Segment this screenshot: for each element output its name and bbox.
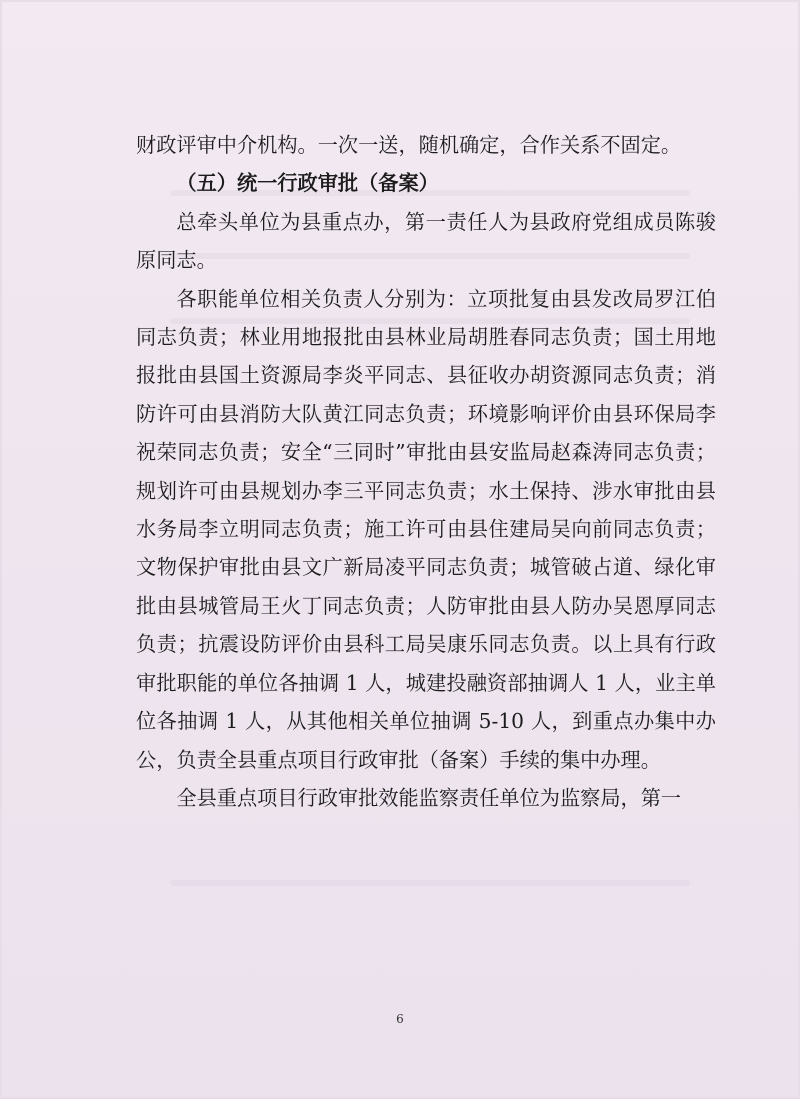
paragraph-supervision: 全县重点项目行政审批效能监察责任单位为监察局，第一 [176, 785, 682, 810]
page-number: 6 [396, 1012, 404, 1026]
paragraph-responsible-persons: 各职能单位相关负责人分别为：立项批复由县发改局罗江伯同志负责；林业用地报批由县林业局胡胜春同志负责；国土用地报批由县国土资源局李炎平同志、县征收办胡资源同志负责；消防许可由县消防大队黄江同志负责；环境影响评价由县环保局李祝荣同志负责；安全“三同时”审批由县安监局赵森涛同志负责；规划许可由县规划办李三平同志负责；水土保持、涉水审批由县水务局李立明同志负责；施工许可由县住建局吴向前同志负责；文物保护审批由县文广新局凌平同志负责；城管破占道、绿化审批由县城管局王火丁同志负责；人防审批由县人防办吴恩厚同志负责；抗震设防评价由县科工局吴康乐同志负责。以上具有行政审批职能的单位各抽调 1 人，城建投融资部抽调人 1 人，业主单位各抽调 1 人，从其他相关单位抽调 5-10 人，到重点办集中办公，负责全县重点项目行政审批（备案）手续的集中办理。 [136, 286, 716, 772]
bleed-through-mark [170, 880, 690, 886]
continued-paragraph: 财政评审中介机构。一次一送，随机确定，合作关系不固定。 [136, 133, 682, 157]
section-heading: （五）统一行政审批（备案） [176, 171, 439, 196]
body-text [136, 126, 716, 817]
paragraph-lead-unit: 总牵头单位为县重点办，第一责任人为县政府党组成员陈骏原同志。 [136, 209, 716, 273]
